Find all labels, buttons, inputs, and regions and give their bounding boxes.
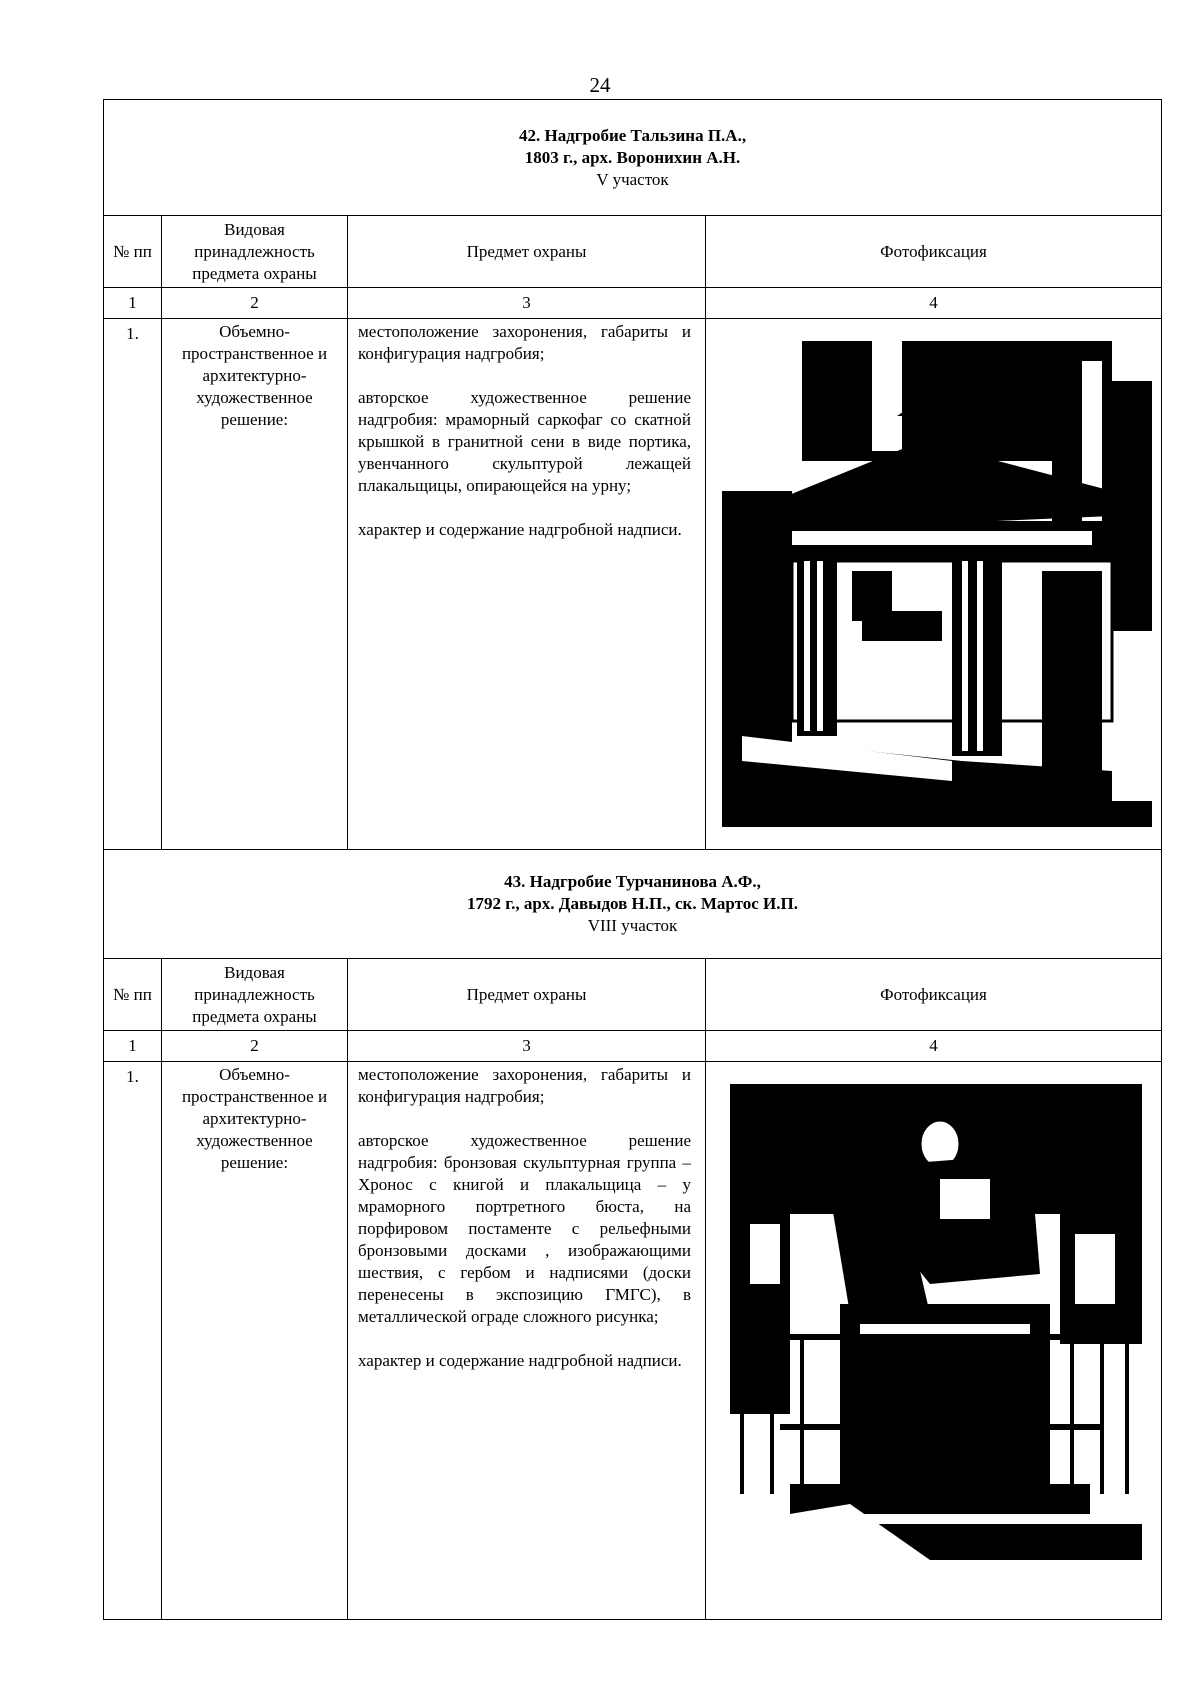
col-number: 3 xyxy=(348,288,706,319)
document-table xyxy=(103,99,1162,1620)
header-photo: Фотофиксация xyxy=(706,959,1162,1031)
header-num: № пп xyxy=(104,959,162,1031)
col-number: 3 xyxy=(348,1031,706,1062)
tombstone-photo xyxy=(722,341,1152,827)
subject-paragraph: характер и содержание надгробной надписи. xyxy=(358,520,682,539)
col-number: 2 xyxy=(162,1031,348,1062)
header-type: Видовая принадлежность предмета охраны xyxy=(162,216,348,288)
section-title-row xyxy=(104,850,1162,959)
col-number: 4 xyxy=(706,288,1162,319)
header-row xyxy=(104,959,1162,1031)
col-number: 1 xyxy=(104,1031,162,1062)
header-subject: Предмет охраны xyxy=(348,216,706,288)
photo-cell xyxy=(706,319,1162,850)
header-photo: Фотофиксация xyxy=(706,216,1162,288)
subject-paragraph: характер и содержание надгробной надписи. xyxy=(358,1351,682,1370)
row-number: 1. xyxy=(104,319,162,850)
section-title-row xyxy=(104,100,1162,216)
row-subject xyxy=(348,319,706,850)
col-number: 2 xyxy=(162,288,348,319)
header-subject: Предмет охраны xyxy=(348,959,706,1031)
photo-cell xyxy=(706,1062,1162,1620)
header-num: № пп xyxy=(104,216,162,288)
section-plot: VIII участок xyxy=(587,916,678,935)
tombstone-photo xyxy=(730,1084,1142,1560)
section-title-line2: 1803 г., арх. Воронихин А.Н. xyxy=(524,147,741,167)
content-row xyxy=(104,319,1162,850)
header-row xyxy=(104,216,1162,288)
row-number: 1. xyxy=(104,1062,162,1620)
section-title-line1: 42. Надгробие Тальзина П.А., xyxy=(518,125,747,145)
section-plot: V участок xyxy=(596,169,669,189)
section-title xyxy=(104,100,1162,216)
row-type: Объемно-пространственное и архитектурно-художественное решение: xyxy=(162,1062,348,1620)
page-number: 24 xyxy=(589,73,611,97)
row-subject xyxy=(348,1062,706,1620)
subject-paragraph: местоположение захоронения, габариты и конфигурация надгробия; xyxy=(358,1065,691,1106)
column-number-row xyxy=(104,288,1162,319)
column-number-row xyxy=(104,1031,1162,1062)
section-title-line1: 43. Надгробие Турчанинова А.Ф., xyxy=(504,872,761,891)
col-number: 1 xyxy=(104,288,162,319)
subject-paragraph: местоположение захоронения, габариты и конфигурация надгробия; xyxy=(358,322,691,363)
subject-paragraph: авторское художественное решение надгробия: бронзовая скульптурная группа –Хронос с книгой и плакальщица – у мраморного портретного бюста, на порфировом постаменте с рельефными бронзовыми досками , изображающими шествия, с гербом и надписями (доски перенесены в экспозицию ГМГС), в металлической ограде сложного рисунка; xyxy=(358,1131,691,1326)
row-type: Объемно-пространственное и архитектурно-художественное решение: xyxy=(162,319,348,850)
section-title xyxy=(104,850,1162,959)
content-row xyxy=(104,1062,1162,1620)
section-title-line2: 1792 г., арх. Давыдов Н.П., ск. Мартос И.П. xyxy=(467,894,798,913)
subject-paragraph: авторское художественное решение надгробия: мраморный саркофаг со скатной крышкой в гранитной сени в виде портика, увенчанного скульптурой лежащей плакальщицы, опирающейся на урну; xyxy=(358,388,691,495)
col-number: 4 xyxy=(706,1031,1162,1062)
header-type: Видовая принадлежность предмета охраны xyxy=(162,959,348,1031)
